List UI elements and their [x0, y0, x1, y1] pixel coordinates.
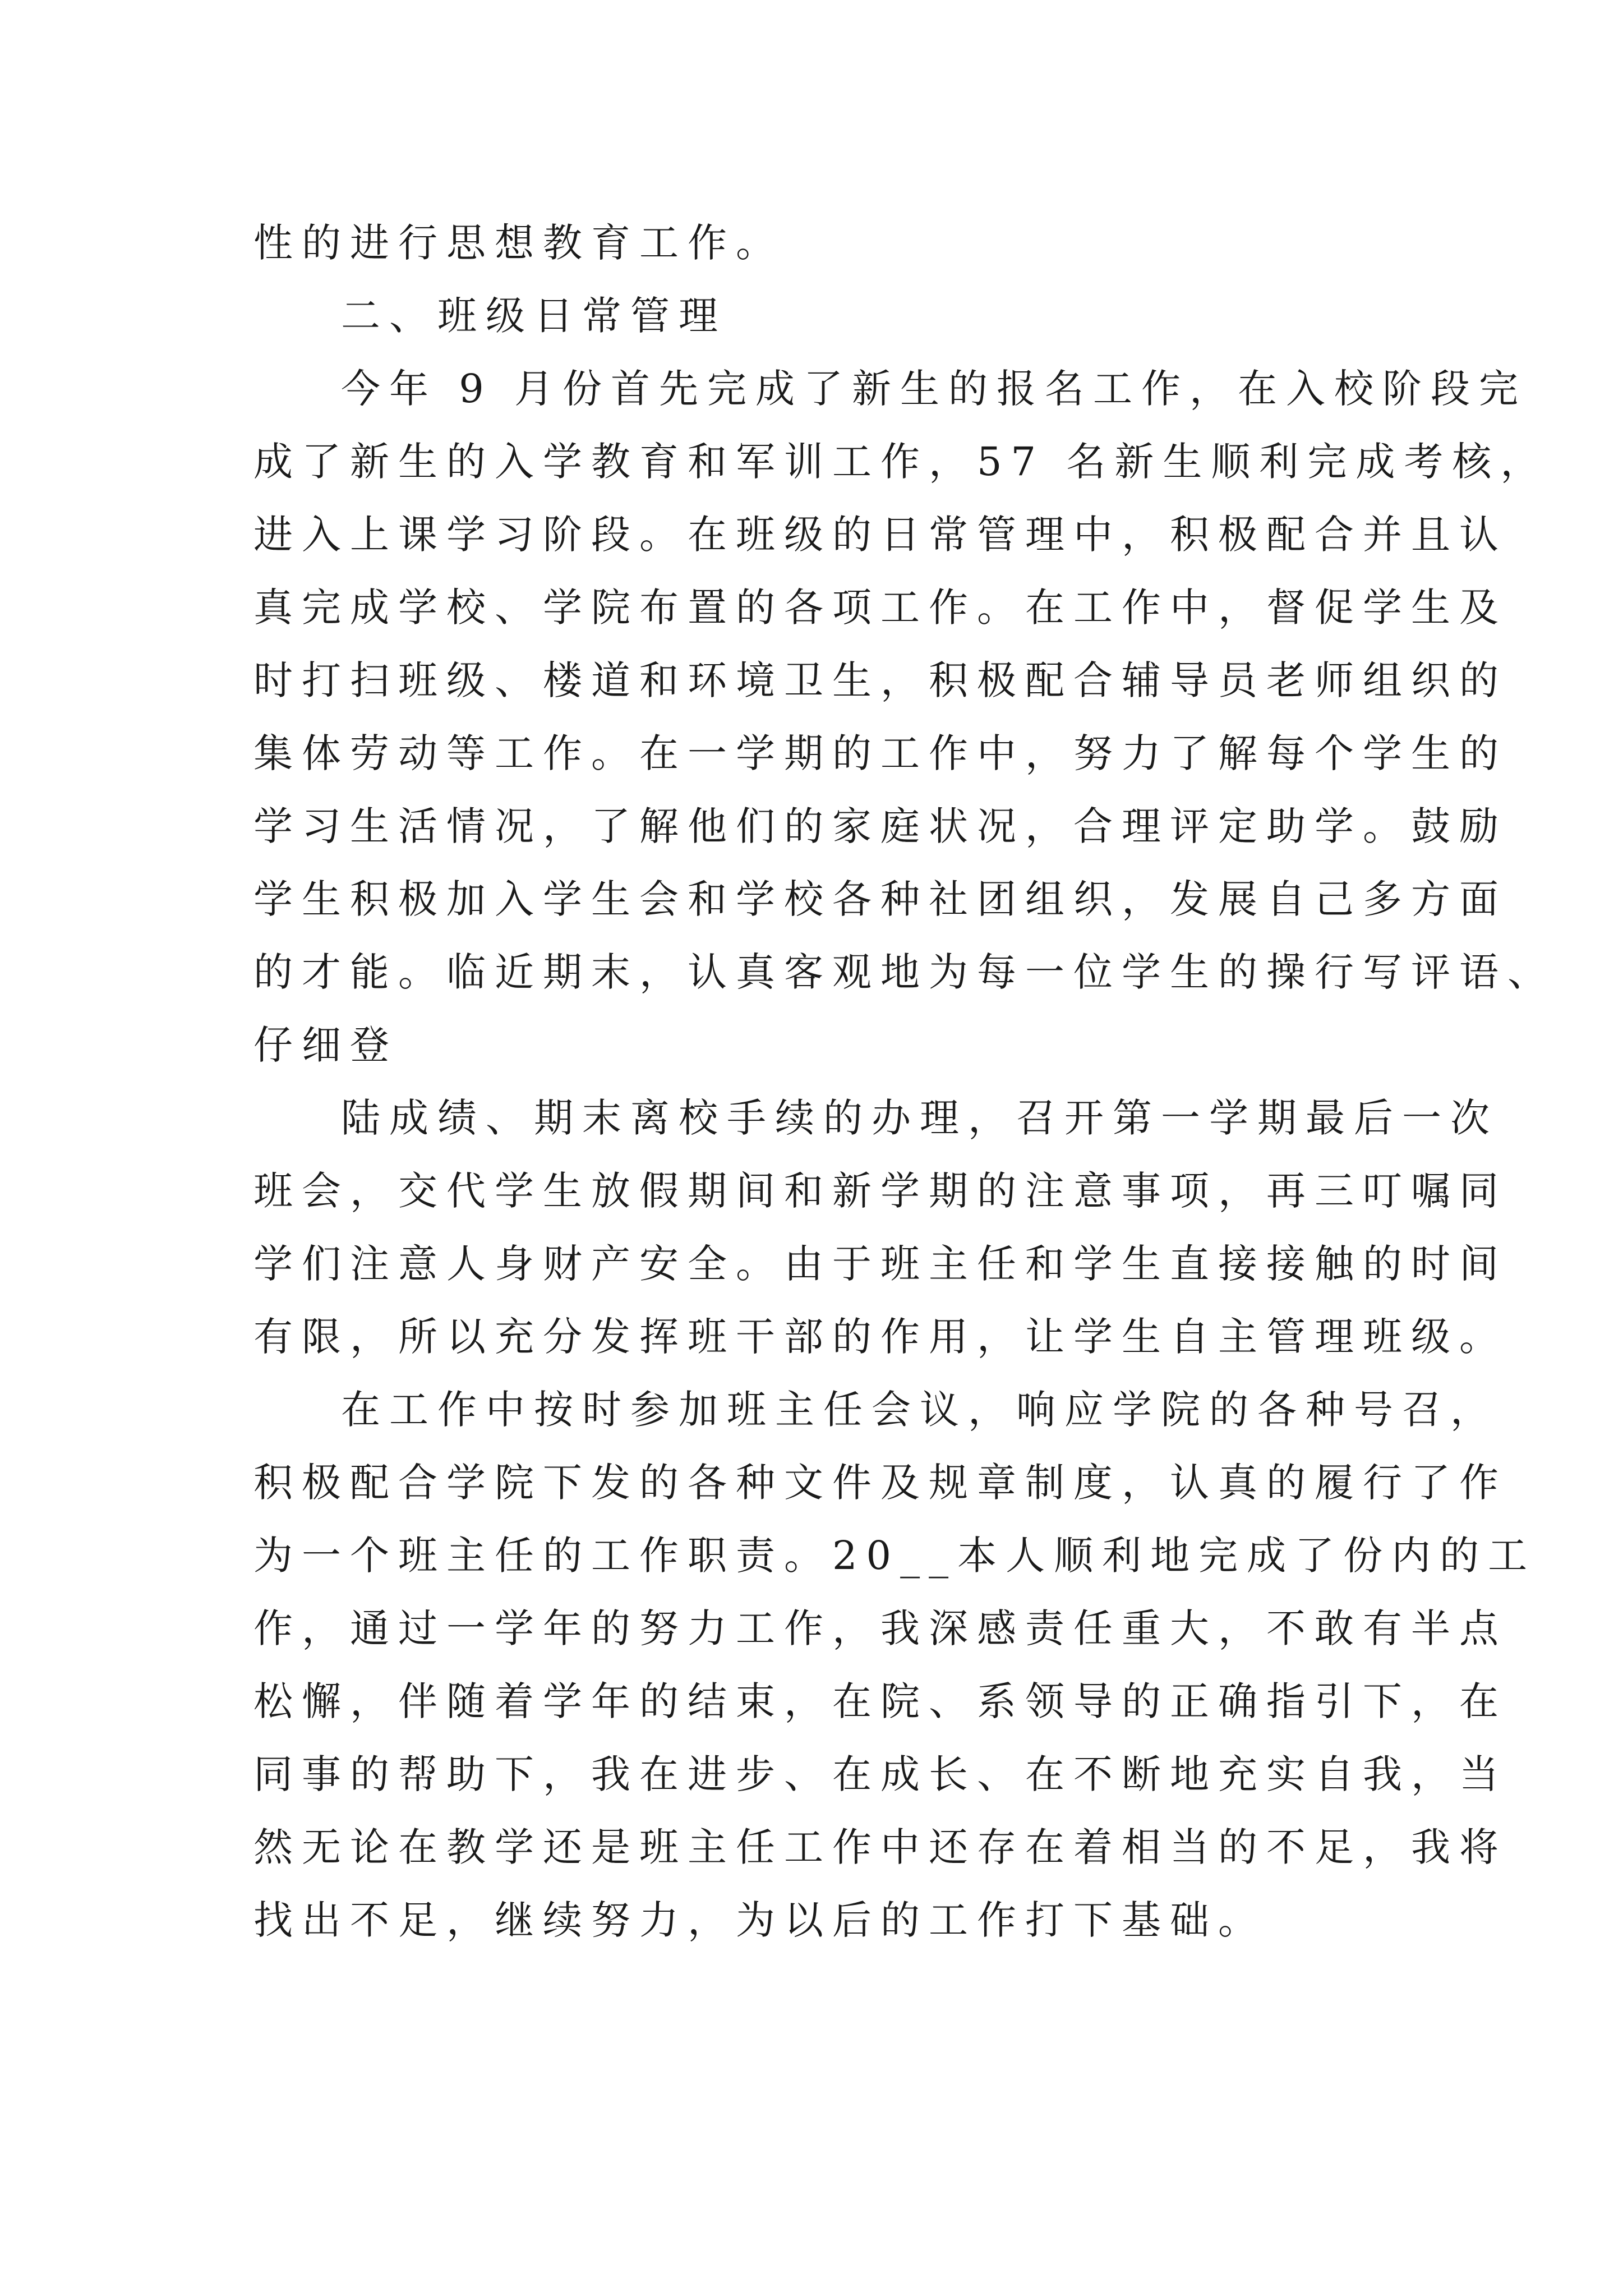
section-heading: 二、班级日常管理: [341, 293, 727, 339]
text-line: 学习生活情况，了解他们的家庭状况，合理评定助学。鼓励: [253, 803, 1507, 849]
text-line: 进入上课学习阶段。在班级的日常管理中，积极配合并且认: [253, 512, 1507, 558]
text-line: 松懈，伴随着学年的结束，在院、系领导的正确指引下，在: [253, 1678, 1507, 1724]
text-line: 陆成绩、期末离校手续的办理，召开第一学期最后一次: [341, 1095, 1498, 1141]
text-line: 学生积极加入学生会和学校各种社团组织，发展自己多方面: [253, 876, 1507, 922]
text-line: 班会，交代学生放假期间和新学期的注意事项，再三叮嘱同: [253, 1168, 1507, 1214]
text-line: 今年 9 月份首先完成了新生的报名工作，在入校阶段完: [341, 366, 1528, 412]
text-line: 找出不足，继续努力，为以后的工作打下基础。: [253, 1897, 1266, 1943]
text-line: 积极配合学院下发的各种文件及规章制度，认真的履行了作: [253, 1460, 1507, 1506]
text-line: 在工作中按时参加班主任会议，响应学院的各种号召，: [341, 1387, 1498, 1433]
text-line: 性的进行思想教育工作。: [253, 220, 784, 266]
text-line: 同事的帮助下，我在进步、在成长、在不断地充实自我，当: [253, 1751, 1507, 1797]
text-line: 时打扫班级、楼道和环境卫生，积极配合辅导员老师组织的: [253, 657, 1507, 703]
text-line: 作，通过一学年的努力工作，我深感责任重大，不敢有半点: [253, 1605, 1507, 1651]
text-line: 成了新生的入学教育和军训工作，57 名新生顺利完成考核，: [253, 439, 1549, 485]
text-line: 仔细登: [253, 1022, 398, 1068]
text-line: 有限，所以充分发挥班干部的作用，让学生自主管理班级。: [253, 1314, 1507, 1360]
text-line: 真完成学校、学院布置的各项工作。在工作中，督促学生及: [253, 585, 1507, 631]
text-line: 的才能。临近期末，认真客观地为每一位学生的操行写评语、: [253, 949, 1556, 995]
text-line: 然无论在教学还是班主任工作中还存在着相当的不足，我将: [253, 1824, 1507, 1870]
text-line: 学们注意人身财产安全。由于班主任和学生直接接触的时间: [253, 1241, 1507, 1287]
text-line: 集体劳动等工作。在一学期的工作中，努力了解每个学生的: [253, 730, 1507, 776]
text-line: 为一个班主任的工作职责。20__本人顺利地完成了份内的工: [253, 1533, 1537, 1579]
